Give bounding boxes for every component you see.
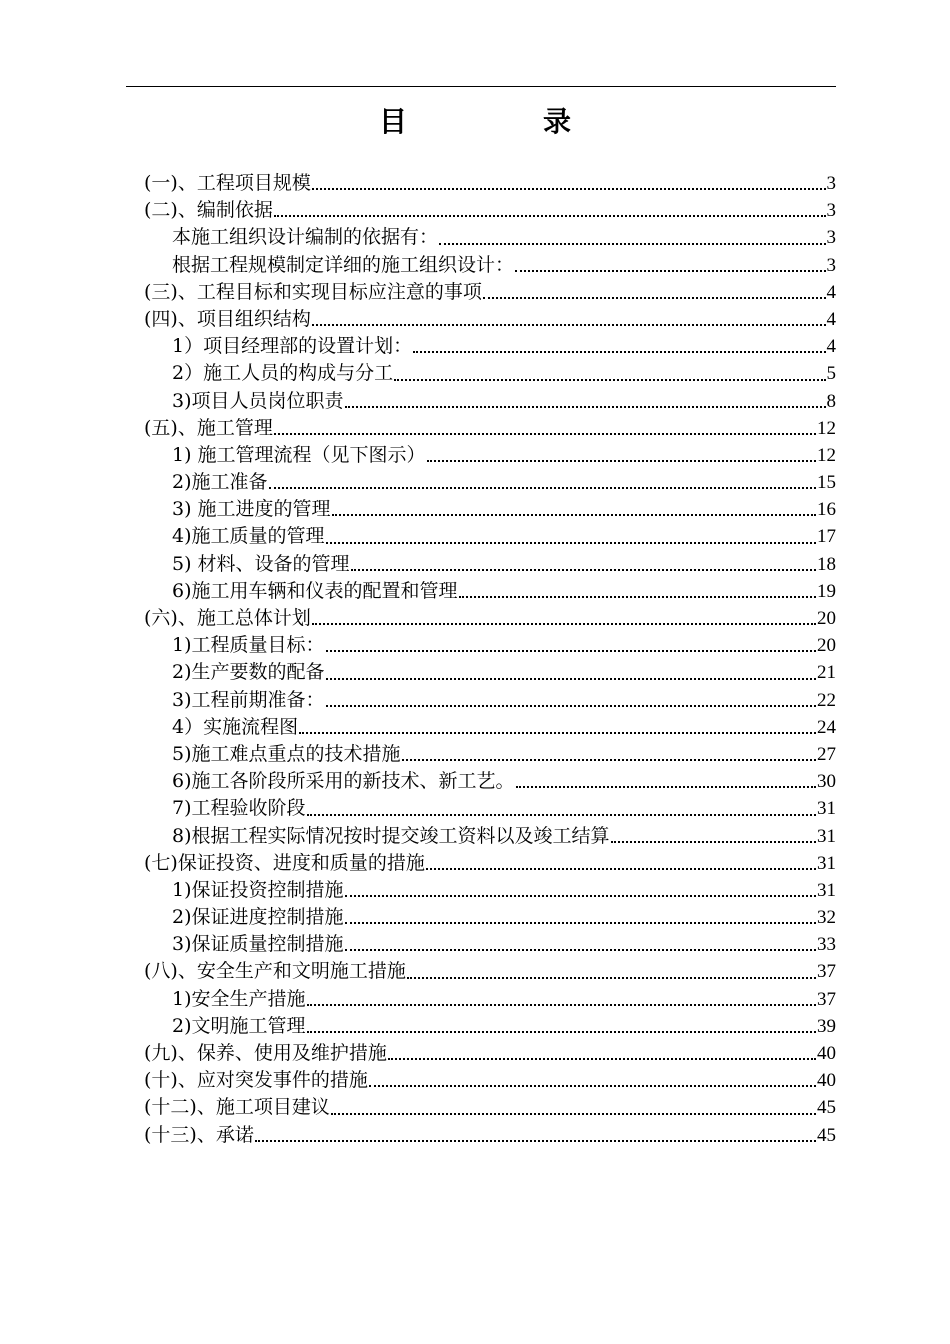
toc-entry-text: 3)项目人员岗位职责 [172,389,344,412]
toc-entry-text: 1)安全生产措施 [172,987,306,1010]
toc-title: 目 录 [378,105,625,138]
toc-page-number: 45 [817,1124,836,1146]
toc-entry[interactable] [144,605,836,632]
toc-entry[interactable] [144,931,836,958]
toc-page-number: 19 [817,580,836,602]
dot-leader [312,324,826,326]
toc-entry-text: 1)保证投资控制措施 [172,878,344,901]
toc-page-number: 17 [817,526,836,548]
dot-leader [307,1031,816,1033]
dot-leader [394,379,825,381]
toc-entry-text: (十二)、施工项目建议 [144,1096,330,1119]
dot-leader [326,650,816,652]
toc-page-number: 30 [817,771,836,793]
toc-entry[interactable] [144,442,836,469]
toc-entry[interactable] [144,659,836,686]
toc-entry[interactable] [144,360,836,387]
toc-entry[interactable] [144,904,836,931]
toc-page-number: 31 [817,852,836,874]
toc-entry-text: 2)保证进度控制措施 [172,906,344,929]
dot-leader [307,814,816,816]
dot-leader [312,623,816,625]
toc-entry-text: 2)施工准备 [172,471,268,494]
dot-leader [413,351,825,353]
dot-leader [299,732,816,734]
toc-page-number: 33 [817,934,836,956]
toc-entry-text: (三)、工程目标和实现目标应注意的事项 [144,280,482,303]
toc-page-number: 37 [817,988,836,1010]
dot-leader [269,487,816,489]
toc-page-number: 31 [817,879,836,901]
dot-leader [515,270,825,272]
dot-leader [427,460,816,462]
toc-entry[interactable] [144,1013,836,1040]
dot-leader [274,215,826,217]
toc-entry[interactable] [144,877,836,904]
dot-leader [274,433,816,435]
toc-page-number: 31 [817,798,836,820]
toc-entry-text: 2)文明施工管理 [172,1014,306,1037]
toc-entry-text: 3)工程前期准备： [172,688,325,711]
toc-entry-text: 1）项目经理部的设置计划： [172,335,413,358]
toc-page-number: 4 [826,336,836,358]
toc-page-number: 40 [817,1070,836,1092]
toc-entry[interactable] [144,741,836,768]
dot-leader [255,1140,816,1142]
toc-entry-text: (五)、施工管理 [144,416,273,439]
dot-leader [407,977,816,979]
toc-entry[interactable] [144,687,836,714]
toc-entry[interactable] [144,279,836,306]
toc-entry[interactable] [144,252,836,279]
toc-entry-text: (二)、编制依据 [144,199,273,222]
toc-entry[interactable] [144,958,836,985]
toc-entry[interactable] [144,415,836,442]
toc-entry-text: 6)施工各阶段所采用的新技术、新工艺。 [172,770,515,793]
toc-entry-text: (十)、应对突发事件的措施 [144,1069,368,1092]
toc-entry-text: 3)保证质量控制措施 [172,933,344,956]
toc-page-number: 4 [826,308,836,330]
toc-page-number: 40 [817,1043,836,1064]
toc-entry[interactable] [144,1040,836,1067]
toc-entry[interactable] [144,795,836,822]
toc-entry-text: 1) 施工管理流程（见下图示） [172,443,426,466]
toc-entry[interactable] [144,306,836,333]
toc-page-number: 12 [817,444,836,466]
toc-page-number: 45 [817,1097,836,1119]
dot-leader [388,1058,816,1060]
toc-entry-text: 5)施工难点重点的技术措施 [172,742,401,765]
toc-entry-text: 根据工程规模制定详细的施工组织设计： [172,253,515,276]
toc-entry[interactable] [144,523,836,550]
dot-leader [345,922,816,924]
toc-entry-text: 7)工程验收阶段 [172,797,306,820]
toc-entry[interactable] [144,551,836,578]
dot-leader [426,868,816,870]
dot-leader [402,759,816,761]
toc-entry-text: (四)、项目组织结构 [144,307,311,330]
toc-entry[interactable] [144,197,836,224]
toc-page-number: 16 [817,499,836,521]
toc-entry-text: (一)、工程项目规模 [144,172,311,194]
toc-entry[interactable] [144,850,836,877]
dot-leader [439,243,825,245]
toc-page-number: 4 [826,281,836,303]
dot-leader [331,1113,816,1115]
toc-page-number: 3 [826,254,836,276]
toc-entry[interactable] [144,333,836,360]
toc-entry[interactable] [144,388,836,415]
toc-entry[interactable] [144,1122,836,1149]
toc-entry[interactable] [144,986,836,1013]
toc-entry[interactable] [144,1067,836,1094]
dot-leader [345,949,816,951]
dot-leader [516,786,816,788]
toc-entry-text: (九)、保养、使用及维护措施 [144,1042,387,1064]
dot-leader [611,841,816,843]
toc-page-number: 12 [817,417,836,439]
toc-entry[interactable] [144,1094,836,1121]
dot-leader [312,188,826,190]
toc-entry[interactable] [144,496,836,523]
toc-entry[interactable] [144,714,836,741]
toc-entry-text: 4）实施流程图 [172,715,299,738]
toc-entry[interactable] [144,469,836,496]
toc-page-number: 37 [817,961,836,983]
toc-page-number: 39 [817,1015,836,1037]
toc-entry[interactable] [144,224,836,251]
toc-entry-text: 6)施工用车辆和仪表的配置和管理 [172,579,458,602]
toc-page-number: 24 [817,716,836,738]
toc-entry-text: 2)生产要数的配备 [172,661,325,684]
toc-entry-text: 2）施工人员的构成与分工 [172,362,394,385]
toc-page-number: 20 [817,635,836,657]
toc-entry-text: 4)施工质量的管理 [172,525,325,548]
dot-leader [332,514,816,516]
toc-entry-text: 8)根据工程实际情况按时提交竣工资料以及竣工结算 [172,824,610,847]
dot-leader [459,596,816,598]
toc-entry[interactable] [144,768,836,795]
toc-page-number: 15 [817,472,836,494]
toc-page-number: 32 [817,907,836,929]
toc-page-number: 22 [817,689,836,711]
toc-entry[interactable] [144,578,836,605]
toc-page-number: 18 [817,553,836,575]
toc-entry-text: (十三)、承诺 [144,1123,254,1146]
toc-entry-text: (八)、安全生产和文明施工措施 [144,960,406,983]
toc-entry[interactable] [144,632,836,659]
toc-entry[interactable] [144,170,836,197]
dot-leader [345,895,816,897]
dot-leader [351,569,816,571]
toc-entry-text: 5) 材料、设备的管理 [172,552,350,575]
dot-leader [345,406,826,408]
toc-entry-text: 1)工程质量目标： [172,634,325,657]
toc-entry-text: (六)、施工总体计划 [144,607,311,629]
dot-leader [483,297,826,299]
toc-page-number: 27 [817,743,836,765]
dot-leader [326,705,816,707]
dot-leader [326,678,816,680]
dot-leader [307,1004,816,1006]
toc-page-number: 31 [817,825,836,847]
toc-page-number: 3 [826,173,836,194]
toc-entry-text: 3) 施工进度的管理 [172,498,331,521]
toc-page-number: 3 [826,227,836,249]
toc-page-number: 5 [826,363,836,385]
toc-page-number: 21 [817,662,836,684]
toc-page-number: 20 [817,608,836,629]
toc-entry-text: (七)保证投资、进度和质量的措施 [144,851,425,874]
header-rule [126,86,836,87]
table-of-contents [144,170,836,1149]
toc-entry[interactable] [144,823,836,850]
toc-entry-text: 本施工组织设计编制的依据有： [172,226,439,249]
toc-page-number: 3 [826,200,836,222]
dot-leader [326,542,816,544]
toc-page-number: 8 [826,390,836,412]
dot-leader [369,1085,816,1087]
